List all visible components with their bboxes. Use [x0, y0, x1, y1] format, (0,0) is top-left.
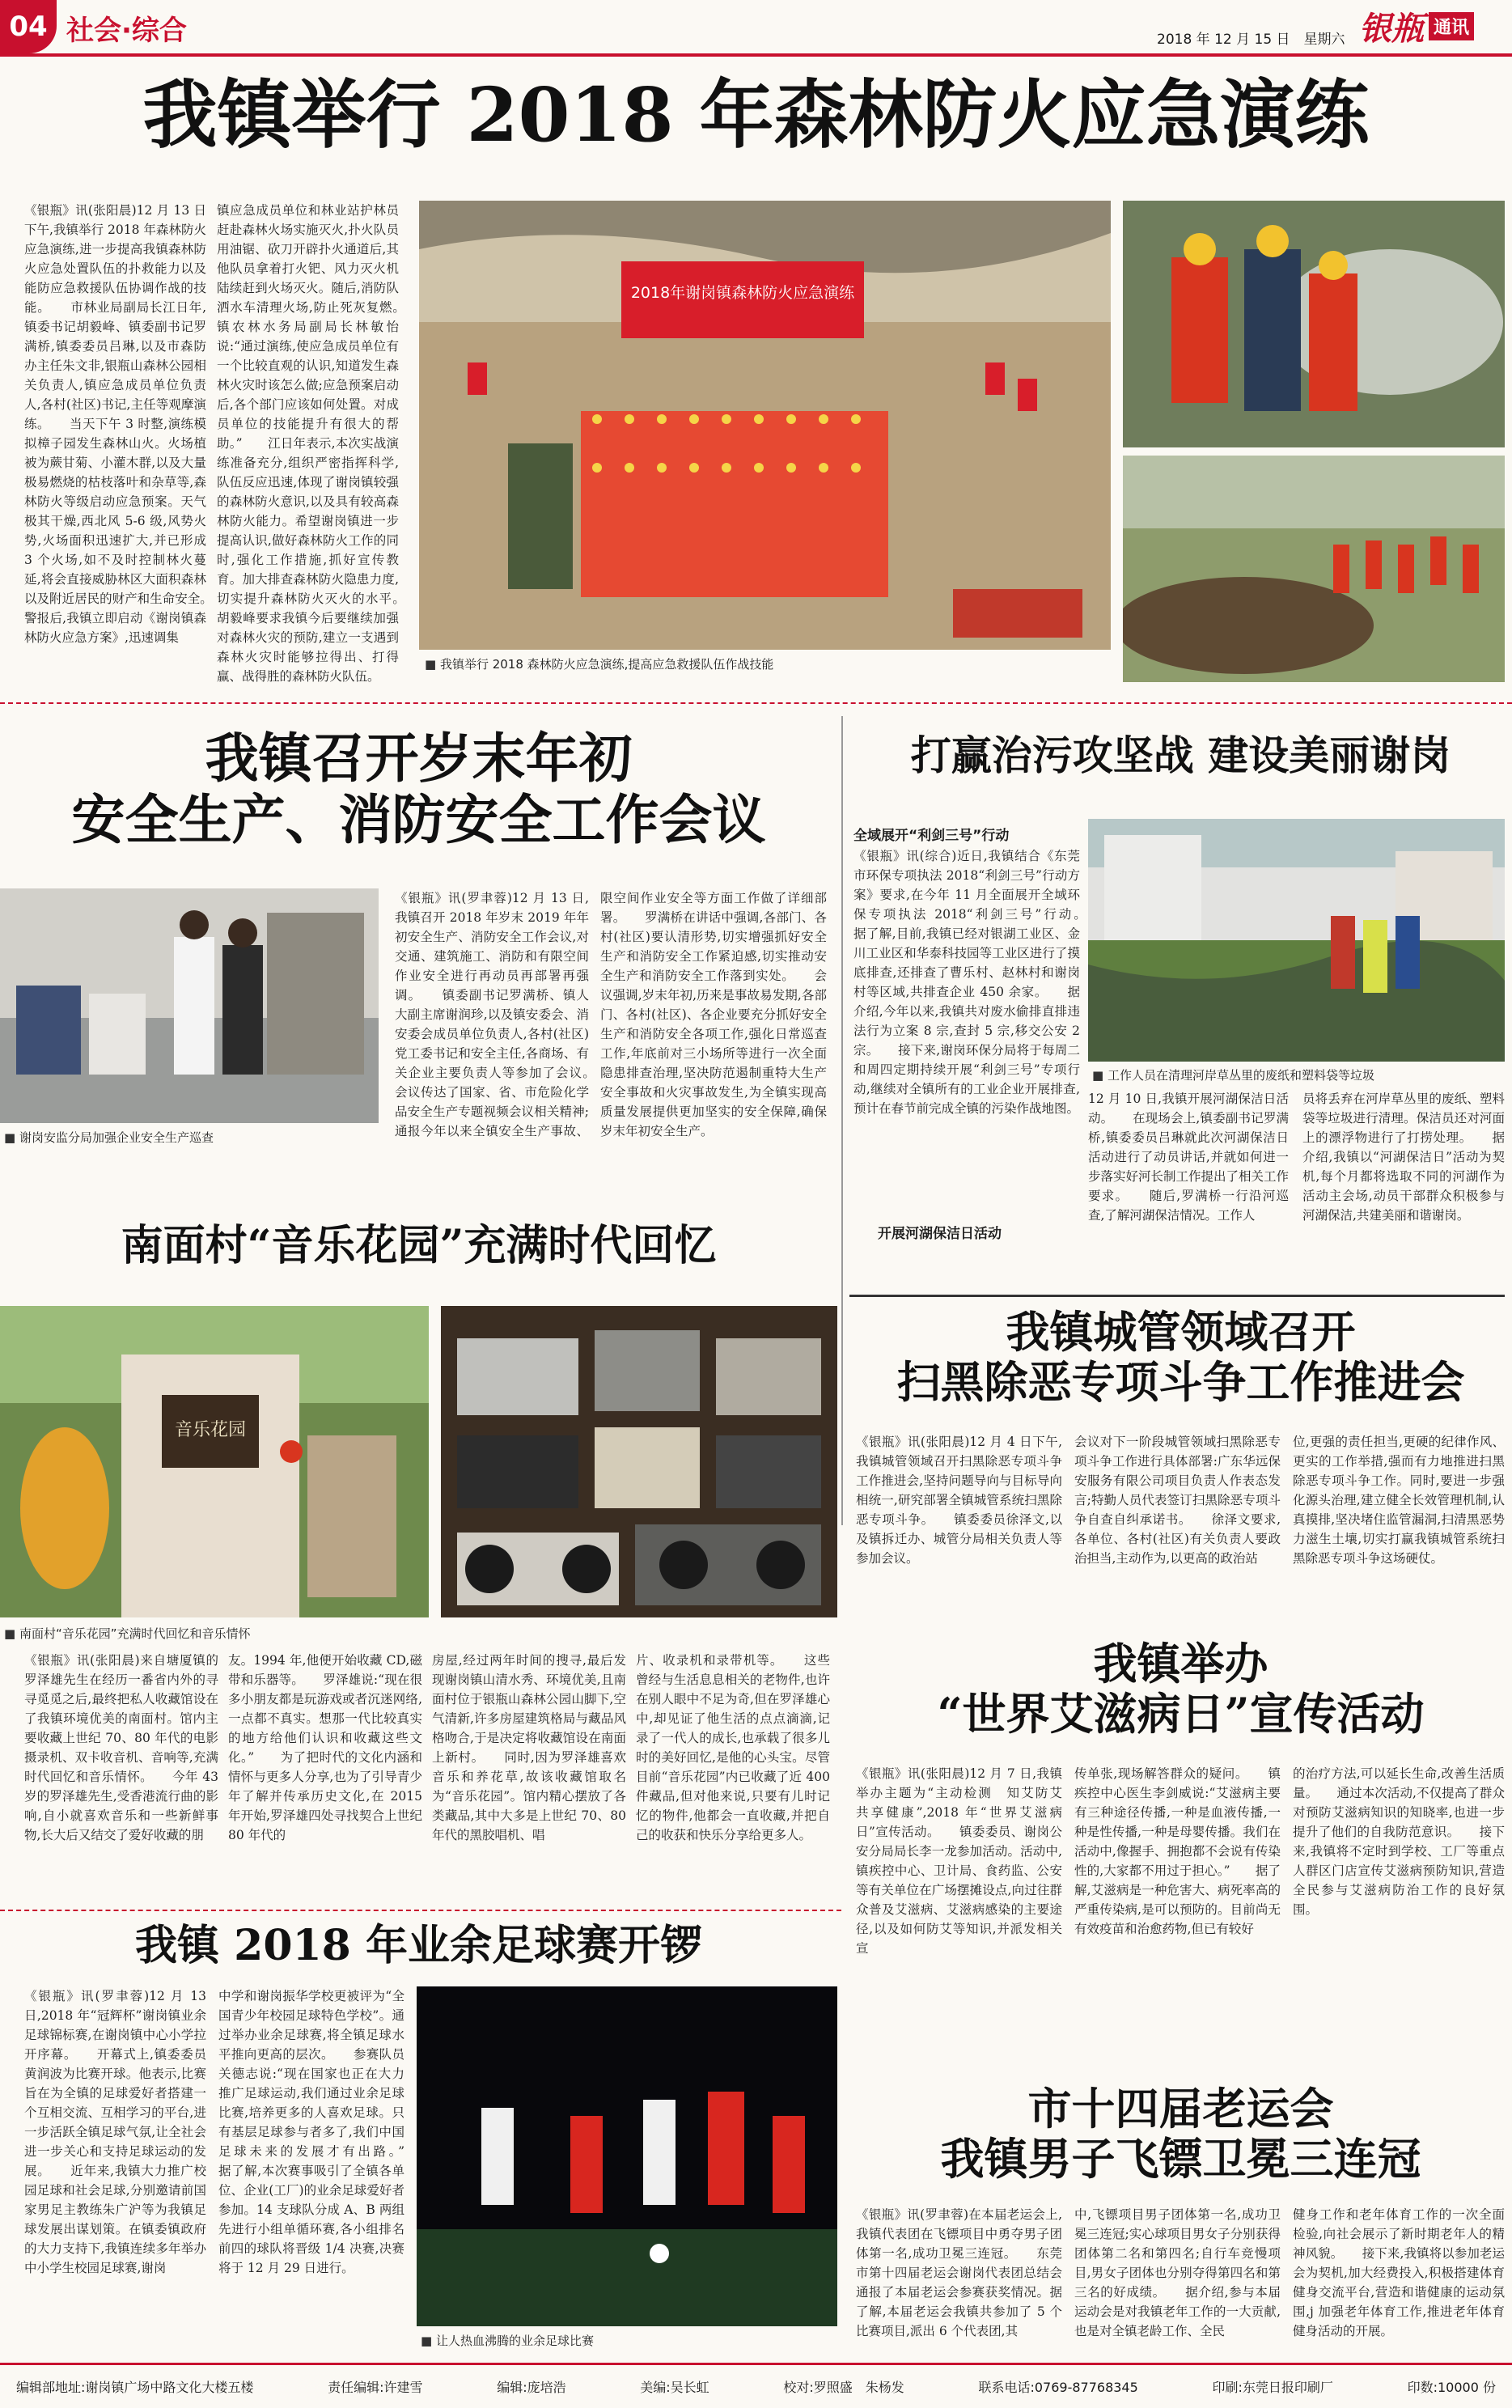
garden-gate-illustration [0, 1306, 429, 1617]
drill-ceremony-illustration [419, 201, 1111, 650]
caption-football: ■ 让人热血沸腾的业余足球比赛 [421, 2332, 825, 2349]
column-divider-right [841, 716, 843, 1525]
article6-col1: 《银瓶》讯(张阳晨)12 月 7 日,我镇举办主题为“主动检测 知艾防艾 共享健康”,2018 年“世界艾滋病日”宣传活动。 镇委委员、谢岗公安分局局长李一龙参加活动。活动中,镇疾控中心、卫计局、食药监、公安等有关单位在广场摆摊设点,向过往群众普及艾滋病、艾滋病感染的主要途径,以及如何防艾等知识,并派发相关宣 [856, 1766, 1062, 1956]
article1-col2: 镇应急成员单位和林业站护林员赶赴森林火场实施灭火,扑火队员用油锯、砍刀开辟扑火通道后,其他队员拿着打火钯、风力灭火机陆续赶到火场灭火。随后,消防队洒水车清理火场,防止死灰复燃。 镇农林水务局副局长林敏怡说:“通过演练,使应急成员单位有一个比较直观的认识,知道发生森林火灾时该怎么做;应急预案启动后,各个部门应该如何处置。对成员单位的技能提升有很大的帮助。” 江日年表示,本次实战演练准备充分,组织严密指挥科学,队伍反应迅速,体现了谢岗镇较强的森林防火意识,以及具有较高森林防火能力。希望谢岗镇进一步提高认识,做好森林防火工作的同时,强化工作措施,抓好宣传教育。加大排查森林防火隐患力度,切实提升森林防火灭火的水平。 胡毅峰要求我镇今后要继续加强对森林火灾的预防,建立一支遇到森林火灾时能够拉得出、打得赢、战得胜的森林防火队伍。 [217, 203, 399, 682]
photo-river-cleanup [1088, 819, 1505, 1062]
headline-senior-line1: 市十四届老运会 [1027, 2083, 1334, 2135]
article8-col1: 《银瓶》讯(罗聿蓉)在本届老运会上,我镇代表团在飞镖项目中勇夺男子团体第一名,成功卫冕三连冠。 东莞市第十四届老运会谢岗代表团总结会通报了本届老运会参赛获奖情况。据了解,本届老运会我镇共参加了 5 个比赛项目,派出 6 个代表团,其 [856, 2207, 1062, 2338]
article6-col3: 的治疗方法,可以延长生命,改善生活质量。 通过本次活动,不仅提高了群众对预防艾滋病知识的知晓率,也进一步提升了他们的自我防范意识。 接下来,我镇将不定时到学校、工厂等重点人群区门店宣传艾滋病预防知识,营造全民参与艾滋病防治工作的良好氛围。 [1293, 1766, 1505, 1917]
radio-collection-illustration [441, 1306, 837, 1617]
divider-urban [849, 1295, 1505, 1297]
photo-garden-gate [0, 1306, 429, 1617]
article4-col3: 房屋,经过两年时间的搜寻,最后发现谢岗镇山清水秀、环境优美,且南面村位于银瓶山森林公园山脚下,空气清新,许多房屋建筑格局与藏品风格吻合,于是决定将收藏馆设在南面上新村。 同时,因为罗泽雄喜欢音乐和养花草,故该收藏馆取名为“音乐花园”。馆内精心摆放了各类藏品,其中大多是上世纪 70、80 年代的黑胶唱机、唱 [432, 1653, 626, 1842]
article5-col1: 《银瓶》讯(张阳晨)12 月 4 日下午,我镇城管领域召开扫黑除恶专项斗争工作推进会,坚持问题导向与目标导向相统一,研究部署全镇城管系统扫黑除恶专项斗争。 镇委委员徐泽文,以及镇拆迁办、城管分局相关负责人等参加会议。 [856, 1435, 1062, 1566]
caption-safety: ■ 谢岗安监分局加强企业安全生产巡查 [4, 1129, 376, 1146]
section-title: 社会·综合 [66, 15, 187, 47]
headline-music-garden: 南面村“音乐花园”充满时代回忆 [121, 1221, 717, 1270]
headline-safety-line1: 我镇召开岁末年初 [205, 727, 633, 790]
caption-music-garden: ■ 南面村“音乐花园”充满时代回忆和音乐情怀 [4, 1625, 837, 1642]
firefighters-illustration [1123, 201, 1505, 447]
footer-editor: 编辑:庞培浩 [497, 2380, 566, 2395]
article5-col2: 会议对下一阶段城管领域扫黑除恶专项斗争工作进行具体部署:广东华远保安服务有限公司项目负责人作表态发言;特勤人员代表签订扫黑除恶专项斗争自查自纠承诺书。 徐泽文要求,各单位、各村(社区)有关负责人要政治担当,主动作为,以更高的政治站 [1074, 1435, 1281, 1566]
issue-date: 2018 年 12 月 15 日 星期六 [1157, 32, 1345, 48]
inspection-illustration [0, 888, 379, 1123]
article7-col2: 中学和谢岗振华学校更被评为“全国青少年校园足球特色学校”。通过举办业余足球赛,将全镇足球水平推向更高的层次。 参赛队员关德志说:“现在国家也正在大力推广足球运动,我们通过业余足球比赛,培养更多的人喜欢足球。只有基层足球参与者多了,我们中国足球未来的发展才有出路。” 据了解,本次赛事吸引了全镇各单位、企业(工厂)的业余足球爱好者参加。14 支球队分成 A、B 两组先进行小组单循环赛,各小组排名前四的球队将晋级 1/4 决赛,决赛将于 12 月 29 日进行。 [218, 1989, 404, 2275]
garden-sign: 音乐花园 [174, 1420, 247, 1440]
article3-col1: 《银瓶》讯(综合)近日,我镇结合《东莞市环保专项执法 2018“利剑三号”行动方案》要求,在今年 11 月全面展开全域环保专项执法 2018“利剑三号”行动。 据了解,目前,我镇已经对银湖工业区、金川工业区和华泰科技园等工业区进行了摸底排查,还排查了曹乐村、赵林村和谢岗村等区域,共排查企业 450 余家。 据介绍,今年以来,我镇共对废水偷排直排违法行为立案 8 宗,查封 5 宗,移交公安 2 宗。 接下来,谢岗环保分局将于每周二和周四定期持续开展“利剑三号”专项行动,继续对全镇所有的工业企业开展排查,预计在春节前完成全镇的污染作战地图。 [853, 849, 1080, 1116]
caption-forest-fire: ■ 我镇举行 2018 森林防火应急演练,提高应急救援队伍作战技能 [425, 655, 1104, 672]
headline-forest-fire: 我镇举行 2018 年森林防火应急演练 [142, 71, 1370, 159]
headline-football: 我镇 2018 年业余足球赛开锣 [135, 1921, 702, 1970]
field-illustration [1123, 456, 1505, 682]
photo-football-match [417, 1986, 837, 2326]
header-rule [0, 53, 1512, 57]
photo-drill-ceremony [419, 201, 1111, 650]
page-number: 04 [0, 0, 57, 53]
article8-col3: 健身工作和老年体育工作的一次全面检验,向社会展示了新时期老年人的精神风貌。 接下来,我镇将以参加老运会为契机,加大经费投入,积极搭建体育健身交流平台,营造和谐健康的运动氛围,j 加强老年体育工作,推进老年体育健身活动的开展。 [1293, 2207, 1505, 2338]
headline-anti-crime-line2: 扫黑除恶专项斗争工作推进会 [896, 1356, 1465, 1409]
article3-col3: 员将丢弃在河岸草丛里的废纸、塑料袋等垃圾进行清理。保洁员还对河面上的漂浮物进行了打捞处理。 据介绍,我镇以“河湖保洁日”活动为契机,每个月都将选取不同的河湖作为活动主会场,动员干部群众积极参与河湖保洁,共建美丽和谐谢岗。 [1302, 1092, 1505, 1223]
photo-firefighters-field [1123, 456, 1505, 682]
subhead-sword3: 全域展开“利剑三号”行动 [853, 828, 1010, 844]
headline-senior-games [849, 2084, 1512, 2184]
headline-anti-crime [849, 1307, 1512, 1407]
footer-proof: 校对:罗照盛 朱杨发 [783, 2380, 904, 2395]
article5-col3: 位,更强的责任担当,更硬的纪律作风、更实的工作举措,强而有力地推进扫黑除恶专项斗争工作。同时,要进一步强化源头治理,建立健全长效管理机制,认真摸排,坚决堵住监管漏洞,扫清黑恶势力滋生土壤,切实打赢我镇城管系统扫黑除恶专项斗争这场硬仗。 [1293, 1435, 1505, 1566]
caption-river: ■ 工作人员在清理河岸草丛里的废纸和塑料袋等垃圾 [1092, 1066, 1505, 1083]
article4-col4: 片、收录机和录带机等。 这些曾经与生活息息相关的老物件,也许在别人眼中不足为奇,但在罗泽雄心中,却见证了他生活的点点滴滴,记录了一代人的成长,也承载了很多儿时的美好回忆,是他的心头宝。尽管目前“音乐花园”内已收藏了近 400 件藏品,但对他来说,只要有儿时记忆的物件,他都会一直收藏,并把自己的收获和快乐分享给更多人。 [636, 1653, 830, 1842]
footer-copies: 印数:10000 份 [1407, 2380, 1496, 2395]
divider-1 [0, 702, 1512, 704]
subhead-river-clean: 开展河湖保洁日活动 [878, 1226, 1002, 1242]
headline-safety-line2: 安全生产、消防安全工作会议 [71, 787, 766, 851]
photo-radio-collection [441, 1306, 837, 1617]
headline-aids-day [849, 1639, 1512, 1739]
article7-col1: 《银瓶》讯(罗聿蓉)12 月 13 日,2018 年“冠辉杯”谢岗镇业余足球锦标赛,在谢岗镇中心小学拉开序幕。 开幕式上,镇委委员黄润波为比赛开球。他表示,比赛旨在为全镇的足球爱好者搭建一个互相交流、互相学习的平台,进一步活跃全镇足球气氛,让全社会进一步关心和支持足球运动的发展。 近年来,我镇大力推广校园足球和社会足球,分别邀请前国家男足主教练朱广沪等为我镇足球发展出谋划策。在镇委镇政府的大力支持下,我镇连续多年举办中小学生校园足球赛,谢岗 [24, 1989, 206, 2275]
footer-phone: 联系电话:0769-87768345 [978, 2380, 1138, 2395]
headline-pollution: 打赢治污攻坚战 建设美丽谢岗 [910, 731, 1451, 779]
footer-chief-editor: 责任编辑:许建雪 [328, 2380, 423, 2395]
footer [0, 2363, 1512, 2408]
logo-main: 银瓶 [1359, 9, 1424, 48]
article1-col1: 《银瓶》讯(张阳晨)12 月 13 日下午,我镇举行 2018 年森林防火应急演练,进一步提高我镇森林防火应急处置队伍的扑救能力以及能防应急救援队伍协调作战的技能。 市林业局副局长江日年,镇委书记胡毅峰、镇委副书记罗满桥,镇委委员吕琳,以及市森防办主任朱文非,银瓶山森林公园相关负责人,镇应急成员单位负责人,各村(社区)书记,主任等观摩演练。 当天下午 3 时整,演练模拟樟子园发生森林山火。火场植被为蕨甘菊、小灌木群,以及大量极易燃烧的枯枝落叶和杂草等,森林防火等级启动应急预案。天气极其干燥,西北风 5-6 级,风势火势,火场面积迅速扩大,并已形成 3 个火场,如不及时控制林火蔓延,将会直接威胁林区大面积森林以及附近居民的财产和生命安全。 警报后,我镇立即启动《谢岗镇森林防火应急方案》,迅速调集 [24, 203, 206, 645]
photo-firefighters-close [1123, 201, 1505, 447]
headline-anti-crime-line1: 我镇城管领域召开 [1006, 1306, 1356, 1358]
footer-printer: 印刷:东莞日报印刷厂 [1212, 2380, 1333, 2395]
headline-senior-line2: 我镇男子飞镖卫冕三连冠 [940, 2133, 1421, 2185]
headline-aids-line2: “世界艾滋病日”宣传活动 [937, 1688, 1425, 1740]
masthead-logo [1359, 2, 1505, 50]
article2-col1: 《银瓶》讯(罗聿蓉)12 月 13 日,我镇召开 2018 年岁末 2019 年年初安全生产、消防安全工作会议,对交通、建筑施工、消防和有限空间作业安全进行再动员再部署再强调。 镇委副书记罗满桥、镇人大副主席谢润珍,以及镇安委会、消安委会成员单位负责人,各村(社区)党工委书记和安全主任,各商场、有关企业主要负责人等参加了会议。 会议传达了国家、省、市危险化学品安全生产专题视频会议相关精神;通报今年以来全镇安全生产事故、 [395, 891, 589, 1138]
article3-col2: 12 月 10 日,我镇开展河湖保洁日活动。 在现场会上,镇委副书记罗满桥,镇委委员吕琳就此次河湖保洁日活动进行了动员讲话,并就如何进一步落实好河长制工作提出了相关工作要求。 随后,罗满桥一行沿河巡查,了解河湖保洁情况。工作人 [1088, 1092, 1289, 1223]
divider-football [0, 1910, 841, 1911]
footer-address: 编辑部地址:谢岗镇广场中路文化大楼五楼 [16, 2380, 254, 2395]
article2-col2: 限空间作业安全等方面工作做了详细部署。 罗满桥在讲话中强调,各部门、各村(社区)要认清形势,切实增强抓好安全生产和消防安全工作紧迫感,切实推动安全生产和消防安全工作落到实处。 会议强调,岁末年初,历来是事故易发期,各部门、各村(社区)、各企业要充分抓好安全生产和消防安全各项工作,强化日常巡查工作,年底前对三小场所等进行一次全面隐患排查治理,坚决防范遏制重特大生产安全事故和火灾事故发生,为全镇实现高质量发展提供更加坚实的安全保障,确保岁末年初安全生产。 [600, 891, 827, 1138]
photo-safety-inspection [0, 888, 379, 1123]
football-illustration [417, 1986, 837, 2326]
river-illustration [1088, 819, 1505, 1062]
footer-art: 美编:吴长虹 [640, 2380, 709, 2395]
banner-text: 2018年谢岗镇森林防火应急演练 [630, 284, 855, 302]
article4-col1: 《银瓶》讯(张阳晨)来自塘厦镇的罗泽雄先生在经历一番省内外的寻寻觅觅之后,最终把私人收藏馆设在了我镇环境优美的南面村。馆内主要收藏上世纪 70、80 年代的电影摄录机、双卡收音机、音响等,充满时代回忆和音乐情怀。 今年 43 岁的罗泽雄先生,受香港流行曲的影响,自小就喜欢音乐和一些新鲜事物,长大后又结交了爱好收藏的朋 [24, 1653, 218, 1842]
headline-aids-line1: 我镇举办 [1093, 1638, 1268, 1689]
article8-col2: 中,飞镖项目男子团体第一名,成功卫冕三连冠;实心球项目男女子分别获得团体第二名和第四名;自行车竞慢项目,男女子团体也分别夺得第四名和第三名的好成绩。 据介绍,参与本届运动会是对我镇老年工作的一大贡献,也是对全镇老龄工作、全民 [1074, 2207, 1281, 2338]
logo-sub: 通讯 [1429, 12, 1474, 40]
article4-col2: 友。1994 年,他便开始收藏 CD,磁带和乐器等。 罗泽雄说:“现在很多小朋友都是玩游戏或者沉迷网络,一点都不真实。想那一代比较真实的地方给他们认识和收藏这些文化。” 为了把时代的文化内涵和情怀与更多人分享,也为了引导青少年了解并传承历史文化,在 2015 年开始,罗泽雄四处寻找契合上世纪 80 年代的 [228, 1653, 422, 1842]
article6-col2: 传单张,现场解答群众的疑问。 镇疾控中心医生李剑威说:“艾滋病主要有三种途径传播,一种是血液传播,一种是性传播,一种是母婴传播。我们在活动中,像握手、拥抱都不会说有传染性的,大家都不用过于担心。” 据了解,艾滋病是一种危害大、病死率高的严重传染病,是可以预防的。目前尚无有效疫苗和治愈药物,但已有较好 [1074, 1766, 1281, 1936]
headline-safety-meeting [0, 728, 837, 851]
